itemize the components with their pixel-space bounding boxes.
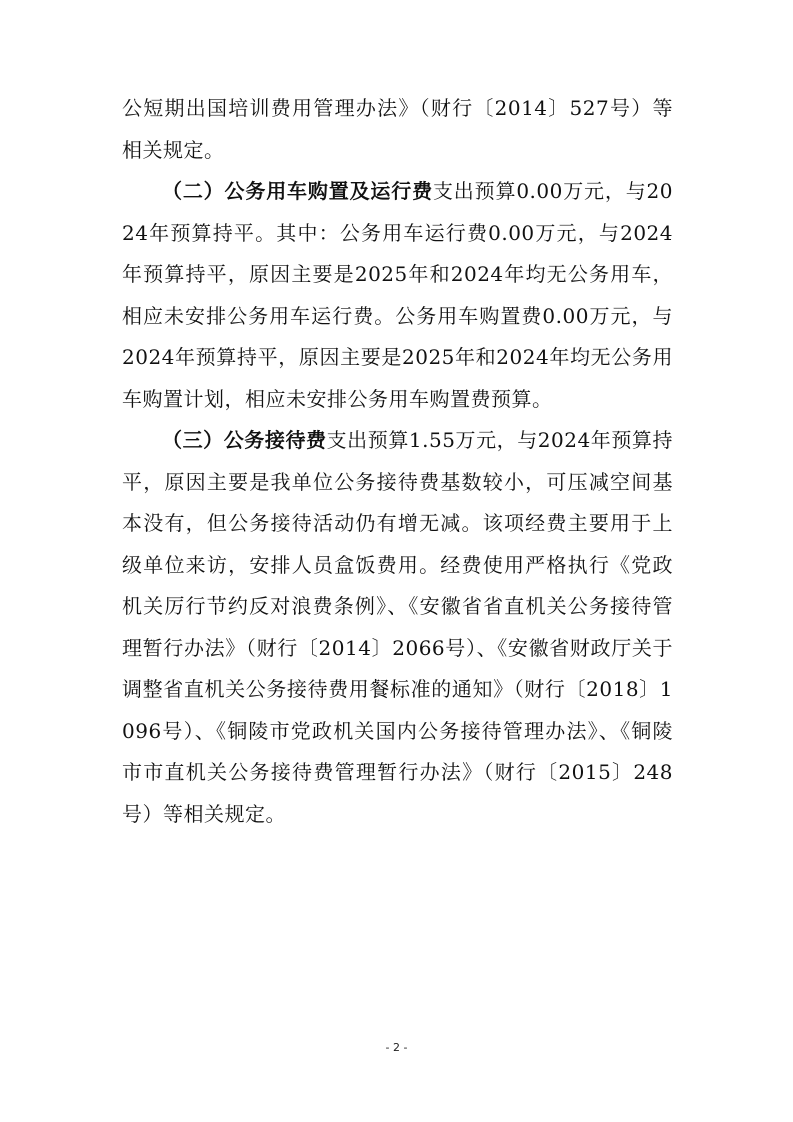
paragraph-text: 公短期出国培训费用管理办法》（财行〔2014〕527号）等相关规定。 [122, 96, 673, 162]
document-body [122, 88, 673, 835]
paragraph-vehicle-expenses [122, 171, 673, 420]
section-heading-reception: （三）公务接待费 [162, 428, 327, 452]
paragraph-reception-expenses [122, 420, 673, 835]
paragraph-text: 支出预算1.55万元，与2024年预算持平，原因主要是我单位公务接待费基数较小，可压减空间基本没有，但公务接待活动仍有增无减。该项经费主要用于上级单位来访，安排人员盒饭费用。经费使用严格执行《党政机关厉行节约反对浪费条例》、《安徽省省直机关公务接待管理暂行办法》（财行〔2014〕2066号）、《安徽省财政厅关于调整省直机关公务接待费用餐标准的通知》（财行〔2018〕1096号）、《铜陵市党政机关国内公务接待管理办法》、《铜陵市市直机关公务接待费管理暂行办法》（财行〔2015〕248号）等相关规定。 [122, 428, 674, 826]
paragraph-continuation [122, 88, 673, 171]
page-number: - 2 - [385, 1041, 408, 1054]
paragraph-text: 支出预算0.00万元，与2024年预算持平。其中：公务用车运行费0.00万元，与2024年预算持平，原因主要是2025年和2024年均无公务用车，相应未安排公务用车运行费。公务用车购置费0.00万元，与2024年预算持平，原因主要是2025年和2024年均无公务用车购置计划，相应未安排公务用车购置费预算。 [122, 179, 674, 411]
section-heading-vehicle: （二）公务用车购置及运行费 [162, 179, 433, 203]
